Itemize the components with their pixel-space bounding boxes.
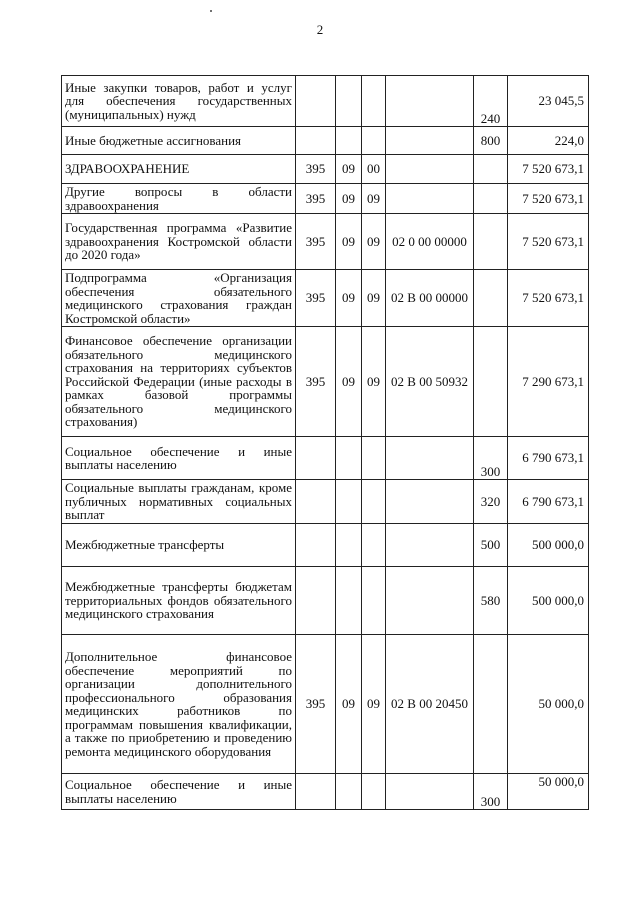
budget-table bbox=[61, 75, 589, 810]
cell-vr bbox=[474, 327, 508, 437]
cell-rz bbox=[336, 127, 362, 155]
cell-csr: 02 0 00 00000 bbox=[386, 214, 474, 270]
cell-rz bbox=[336, 774, 362, 810]
cell-csr bbox=[386, 567, 474, 635]
cell-csr: 02 В 00 00000 bbox=[386, 270, 474, 327]
cell-vr: 500 bbox=[474, 524, 508, 567]
table-row bbox=[62, 76, 589, 127]
table-row bbox=[62, 635, 589, 774]
cell-sum: 50 000,0 bbox=[508, 774, 589, 810]
table-row bbox=[62, 327, 589, 437]
cell-vr: 320 bbox=[474, 480, 508, 524]
cell-sum: 7 290 673,1 bbox=[508, 327, 589, 437]
cell-ved: 395 bbox=[296, 155, 336, 184]
cell-csr bbox=[386, 127, 474, 155]
table-row bbox=[62, 127, 589, 155]
cell-vr bbox=[474, 155, 508, 184]
table-row bbox=[62, 480, 589, 524]
cell-vr bbox=[474, 270, 508, 327]
cell-name: Межбюджетные трансферты бюджетам территориальных фондов обязательного медицинского страхования bbox=[62, 567, 296, 635]
cell-name: Социальное обеспечение и иные выплаты населению bbox=[62, 437, 296, 480]
page-number: 2 bbox=[316, 22, 324, 37]
cell-pr bbox=[362, 437, 386, 480]
cell-vr: 300 bbox=[474, 774, 508, 810]
cell-rz: 09 bbox=[336, 214, 362, 270]
cell-rz: 09 bbox=[336, 635, 362, 774]
cell-name: Социальные выплаты гражданам, кроме публичных нормативных социальных выплат bbox=[62, 480, 296, 524]
cell-pr bbox=[362, 774, 386, 810]
cell-pr: 00 bbox=[362, 155, 386, 184]
table-row bbox=[62, 437, 589, 480]
cell-sum: 224,0 bbox=[508, 127, 589, 155]
cell-ved: 395 bbox=[296, 327, 336, 437]
cell-name: Межбюджетные трансферты bbox=[62, 524, 296, 567]
cell-sum: 7 520 673,1 bbox=[508, 270, 589, 327]
cell-rz: 09 bbox=[336, 327, 362, 437]
cell-csr: 02 В 00 20450 bbox=[386, 635, 474, 774]
cell-csr bbox=[386, 76, 474, 127]
cell-ved bbox=[296, 524, 336, 567]
cell-sum: 7 520 673,1 bbox=[508, 184, 589, 214]
cell-pr: 09 bbox=[362, 214, 386, 270]
cell-pr bbox=[362, 480, 386, 524]
cell-csr bbox=[386, 774, 474, 810]
cell-sum: 500 000,0 bbox=[508, 567, 589, 635]
cell-rz bbox=[336, 76, 362, 127]
cell-vr: 800 bbox=[474, 127, 508, 155]
cell-sum: 7 520 673,1 bbox=[508, 214, 589, 270]
cell-ved: 395 bbox=[296, 270, 336, 327]
cell-pr: 09 bbox=[362, 270, 386, 327]
cell-sum: 7 520 673,1 bbox=[508, 155, 589, 184]
cell-name: Финансовое обеспечение организации обязательного медицинского страхования на территориях субъектов Российской Федерации (иные расходы в рамках базовой программы обязательного медицинского страхования) bbox=[62, 327, 296, 437]
cell-vr bbox=[474, 635, 508, 774]
cell-sum: 23 045,5 bbox=[508, 76, 589, 127]
cell-vr: 300 bbox=[474, 437, 508, 480]
cell-name: Дополнительное финансовое обеспечение мероприятий по организации дополнительного профессионального образования медицинских работников по программам повышения квалификации, а также по приобретению и проведению ремонта медицинского оборудования bbox=[62, 635, 296, 774]
cell-ved bbox=[296, 437, 336, 480]
cell-ved bbox=[296, 567, 336, 635]
cell-rz bbox=[336, 524, 362, 567]
table-row bbox=[62, 524, 589, 567]
cell-pr bbox=[362, 567, 386, 635]
cell-ved: 395 bbox=[296, 184, 336, 214]
cell-ved bbox=[296, 774, 336, 810]
cell-pr: 09 bbox=[362, 327, 386, 437]
cell-ved bbox=[296, 76, 336, 127]
cell-pr bbox=[362, 76, 386, 127]
cell-name: Иные закупки товаров, работ и услуг для обеспечения государственных (муниципальных) нужд bbox=[62, 76, 296, 127]
cell-sum: 500 000,0 bbox=[508, 524, 589, 567]
cell-vr bbox=[474, 214, 508, 270]
cell-pr: 09 bbox=[362, 635, 386, 774]
cell-name: ЗДРАВООХРАНЕНИЕ bbox=[62, 155, 296, 184]
cell-pr: 09 bbox=[362, 184, 386, 214]
cell-rz: 09 bbox=[336, 270, 362, 327]
cell-csr: 02 В 00 50932 bbox=[386, 327, 474, 437]
cell-vr: 580 bbox=[474, 567, 508, 635]
scan-speck bbox=[210, 10, 212, 12]
cell-ved: 395 bbox=[296, 214, 336, 270]
cell-csr bbox=[386, 524, 474, 567]
table-row bbox=[62, 774, 589, 810]
cell-name: Подпрограмма «Организация обеспечения обязательного медицинского страхования граждан Костромской области» bbox=[62, 270, 296, 327]
cell-rz: 09 bbox=[336, 155, 362, 184]
cell-sum: 6 790 673,1 bbox=[508, 437, 589, 480]
cell-ved bbox=[296, 480, 336, 524]
table-row bbox=[62, 214, 589, 270]
cell-name: Государственная программа «Развитие здравоохранения Костромской области до 2020 года» bbox=[62, 214, 296, 270]
cell-name: Иные бюджетные ассигнования bbox=[62, 127, 296, 155]
cell-rz: 09 bbox=[336, 184, 362, 214]
cell-rz bbox=[336, 567, 362, 635]
cell-name: Другие вопросы в области здравоохранения bbox=[62, 184, 296, 214]
cell-vr: 240 bbox=[474, 76, 508, 127]
cell-rz bbox=[336, 437, 362, 480]
cell-csr bbox=[386, 155, 474, 184]
cell-sum: 6 790 673,1 bbox=[508, 480, 589, 524]
table-row bbox=[62, 155, 589, 184]
cell-name: Социальное обеспечение и иные выплаты населению bbox=[62, 774, 296, 810]
cell-csr bbox=[386, 184, 474, 214]
table-row bbox=[62, 270, 589, 327]
table-row bbox=[62, 567, 589, 635]
cell-csr bbox=[386, 480, 474, 524]
cell-vr bbox=[474, 184, 508, 214]
cell-rz bbox=[336, 480, 362, 524]
table-row bbox=[62, 184, 589, 214]
cell-sum: 50 000,0 bbox=[508, 635, 589, 774]
cell-pr bbox=[362, 127, 386, 155]
cell-ved: 395 bbox=[296, 635, 336, 774]
cell-ved bbox=[296, 127, 336, 155]
cell-pr bbox=[362, 524, 386, 567]
cell-csr bbox=[386, 437, 474, 480]
